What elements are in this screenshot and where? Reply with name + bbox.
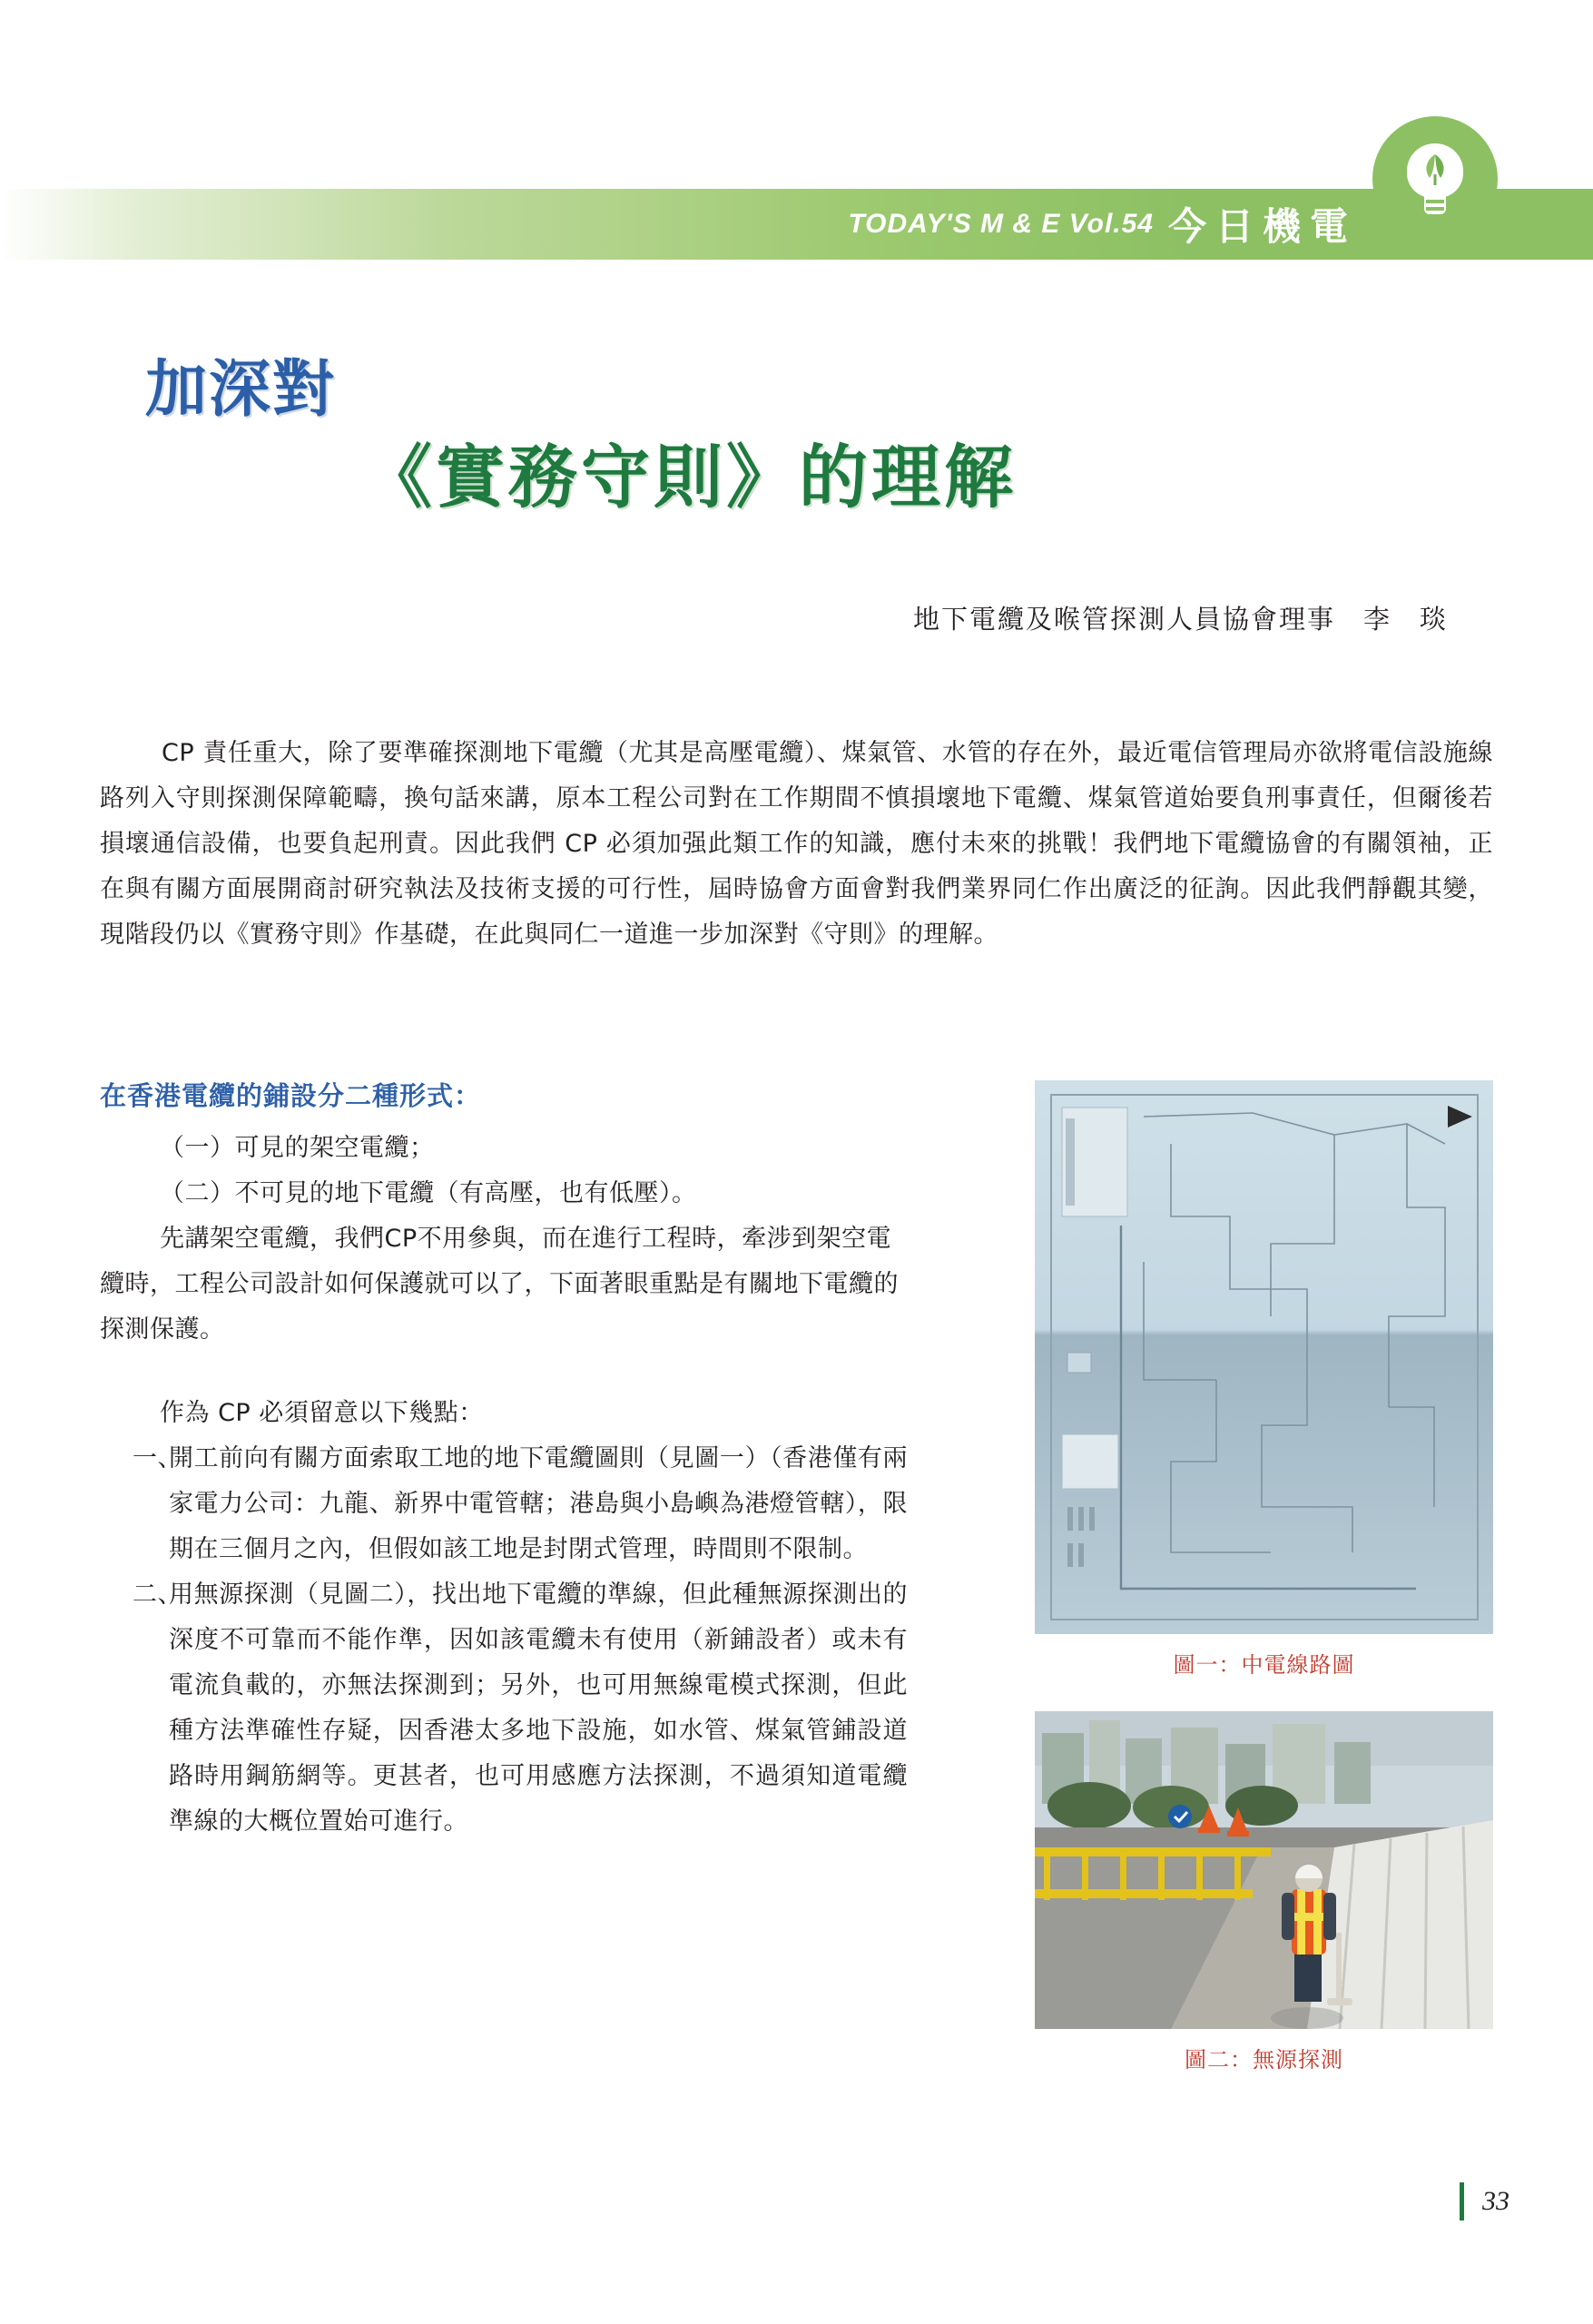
list-item-a: （一）可見的架空電纜； (160, 1134, 435, 1162)
list-text: 開工前向有關方面索取工地的地下電纜圖則（見圖一）（香港僅有兩家電力公司：九龍、新界中電管轄；港島與小島嶼為港燈管轄），限期在三個月之內，但假如該工地是封閉式管理，時間則不限制。 (169, 1444, 908, 1563)
list-text: 用無源探測（見圖二），找出地下電纜的準線，但此種無源探測出的深度不可靠而不能作準，因如該電纜未有使用（新鋪設者）或未有電流負載的，亦無法探測到；另外，也可用無線電模式探測，但此種方法準確性存疑，因香港太多地下設施，如水管、煤氣管鋪設道路時用鋼筋網等。更甚者，也可用感應方法探測，不過須知道電纜準線的大概位置始可進行。 (169, 1581, 908, 1836)
brand-chinese: 今日機電 (1167, 204, 1357, 249)
figure-2 (1035, 1711, 1493, 2073)
lead-paragraph: CP 責任重大，除了要準確探測地下電纜（尤其是高壓電纜）、煤氣管、水管的存在外，最近電信管理局亦欲將電信設施線路列入守則探測保障範疇，換句話來講，原本工程公司對在工作期間不慎損壞地下電纜、煤氣管道始要負刑事責任，但爾後若損壞通信設備，也要負起刑責。因此我們 CP 必須加强此類工作的知識，應付未來的挑戰！我們地下電纜協會的有關領袖，正在與有關方面展開商討研究執法及技術支援的可行性，屆時協會方面會對我們業界同仁作出廣泛的征詢。因此我們靜觀其變，現階段仍以《實務守則》作基礎，在此與同仁一道進一步加深對《守則》的理解。 (100, 739, 1493, 949)
paragraph-spacer (100, 1353, 908, 1391)
paragraph-cp-notes-intro: 作為 CP 必須留意以下幾點： (160, 1399, 484, 1427)
figure-1-caption: 圖一：中電線路圖 (1173, 1652, 1355, 1678)
list-marker: 二、 (133, 1581, 182, 1609)
author-byline: 地下電纜及喉管探測人員協會理事 李 琰 (912, 604, 1448, 635)
passive-detection-site-image (1035, 1711, 1493, 2029)
leaf-bulb-logo-icon (1372, 116, 1498, 241)
figure-1 (1035, 1080, 1493, 1678)
article-left-column (100, 1126, 908, 1845)
page-title-line2: 《實務守則》的理解 (363, 437, 1017, 517)
page-number: 33 (1482, 2186, 1509, 2216)
bulb-icon (1407, 143, 1463, 214)
numbered-list-item (100, 1436, 908, 1572)
bulb-base (1424, 196, 1446, 214)
page-number-rule (1460, 2182, 1464, 2221)
numbered-list-item (100, 1572, 908, 1845)
list-marker: 一、 (133, 1444, 182, 1472)
header-brand-row (0, 189, 1593, 260)
figure-2-caption: 圖二：無源探測 (1185, 2047, 1343, 2073)
section-heading: 在香港電纜的鋪設分二種形式： (100, 1080, 482, 1111)
list-item-b: （二）不可見的地下電纜（有高壓，也有低壓）。 (160, 1179, 697, 1207)
page-title-line1: 加深對 (145, 354, 337, 426)
leaf-icon (1418, 151, 1452, 187)
paragraph-overhead-cables: 先講架空電纜，我們CP不用參與，而在進行工程時，牽涉到架空電纜時，工程公司設計如何保護就可以了，下面著眼重點是有關地下電纜的探測保護。 (100, 1225, 899, 1344)
clp-cable-route-plan-image (1035, 1080, 1493, 1634)
brand-english: TODAY'S M & E Vol.54 (848, 209, 1154, 239)
